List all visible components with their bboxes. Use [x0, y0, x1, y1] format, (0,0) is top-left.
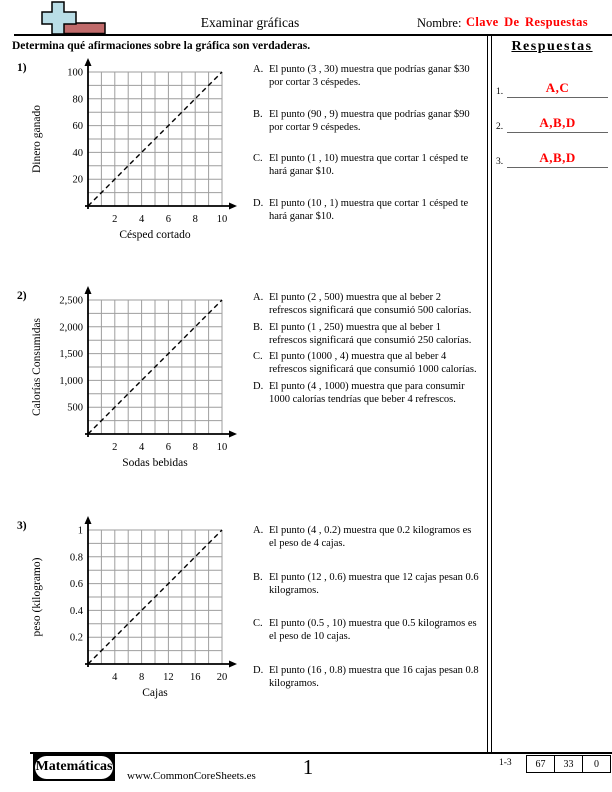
- svg-text:Calorías Consumidas: Calorías Consumidas: [31, 317, 43, 417]
- option-text: El punto (2 , 500) muestra que al beber 2 refrescos significará que consumió 500 calorías.: [269, 292, 472, 317]
- answer-number: 1.: [496, 87, 504, 97]
- option-c: [253, 350, 479, 377]
- options-list-3: [253, 524, 479, 690]
- svg-text:16: 16: [189, 672, 201, 683]
- answer-value: A,B,D: [507, 115, 608, 133]
- option-text: El punto (10 , 1) muestra que cortar 1 césped te hará ganar $10.: [269, 197, 469, 223]
- option-letter: A.: [253, 64, 264, 75]
- options-list-1: [253, 63, 479, 223]
- svg-text:1: 1: [77, 525, 83, 537]
- question-number-1: 1): [17, 62, 27, 74]
- svg-text:10: 10: [216, 214, 228, 225]
- option-letter: D.: [253, 380, 264, 392]
- answers-separator: [487, 36, 492, 753]
- option-d: [253, 197, 479, 224]
- svg-text:0.6: 0.6: [69, 579, 83, 591]
- score-cell: 67: [527, 756, 555, 773]
- option-letter: B.: [253, 571, 263, 583]
- instruction-text: Determina qué afirmaciones sobre la gráfica son verdaderas.: [12, 40, 311, 52]
- score-cell: 33: [555, 756, 583, 773]
- svg-text:0.2: 0.2: [69, 632, 83, 644]
- answer-number: 3.: [496, 157, 504, 167]
- svg-text:20: 20: [216, 672, 228, 683]
- option-text: El punto (1 , 250) muestra que al beber 1 refrescos significará que consumió 250 calorías.: [269, 321, 472, 346]
- option-letter: A.: [253, 525, 264, 536]
- brand-label: Matemáticas: [35, 756, 113, 779]
- problem-3-graph: [26, 516, 266, 708]
- svg-text:2,000: 2,000: [59, 322, 83, 334]
- svg-text:8: 8: [192, 442, 198, 453]
- svg-text:80: 80: [72, 94, 83, 106]
- answer-row-3: [496, 142, 608, 168]
- answer-row-2: [496, 107, 608, 133]
- answer-row-1: [496, 72, 608, 98]
- option-letter: C.: [253, 618, 263, 630]
- option-b: [253, 108, 479, 135]
- svg-text:2,500: 2,500: [59, 295, 83, 307]
- svg-text:2: 2: [112, 442, 118, 453]
- option-c: [253, 152, 479, 179]
- option-text: El punto (4 , 0.2) muestra que 0.2 kilogramos es el peso de 4 cajas.: [269, 525, 472, 550]
- question-number-3: 3): [17, 520, 27, 532]
- option-text: El punto (0.5 , 10) muestra que 0.5 kilogramos es el peso de 10 cajas.: [269, 618, 477, 643]
- option-d: [253, 664, 479, 691]
- svg-text:Sodas bebidas: Sodas bebidas: [122, 457, 188, 469]
- name-value: Clave De Respuestas: [466, 15, 589, 29]
- svg-text:peso (kilogramo): peso (kilogramo): [31, 557, 43, 637]
- svg-text:20: 20: [72, 174, 83, 186]
- answer-value: A,C: [507, 80, 608, 98]
- answer-number: 2.: [496, 122, 504, 132]
- svg-text:1,500: 1,500: [59, 349, 83, 361]
- score-table: [526, 755, 611, 773]
- option-letter: B.: [253, 321, 263, 333]
- svg-text:100: 100: [67, 67, 83, 79]
- option-a: [253, 63, 479, 90]
- brand-badge: [33, 754, 115, 781]
- svg-text:0.4: 0.4: [69, 605, 83, 617]
- option-a: [253, 291, 479, 318]
- svg-text:4: 4: [138, 214, 145, 225]
- option-letter: D.: [253, 664, 264, 676]
- option-text: El punto (12 , 0.6) muestra que 12 cajas pesan 0.6 kilogramos.: [269, 571, 479, 596]
- question-number-2: 2): [17, 290, 27, 302]
- page-title: Examinar gráficas: [200, 15, 300, 30]
- option-text: El punto (16 , 0.8) muestra que 16 cajas pesan 0.8 kilogramos.: [269, 664, 479, 690]
- header-rule: [14, 34, 612, 36]
- options-list-2: [253, 291, 479, 406]
- svg-text:Césped cortado: Césped cortado: [119, 229, 191, 241]
- name-label: Nombre:: [417, 16, 462, 30]
- website-text: www.CommonCoreSheets.es: [127, 770, 256, 782]
- svg-text:1,000: 1,000: [59, 375, 83, 387]
- problem-1-graph: [26, 58, 266, 250]
- svg-text:2: 2: [112, 214, 118, 225]
- commoncoresheets-logo-icon: [38, 1, 110, 35]
- svg-text:10: 10: [216, 442, 228, 453]
- option-text: El punto (1 , 10) muestra que cortar 1 césped te hará ganar $10.: [269, 153, 469, 178]
- svg-text:6: 6: [165, 442, 172, 453]
- footer-rule: [30, 752, 612, 754]
- option-letter: A.: [253, 292, 264, 303]
- svg-text:12: 12: [163, 672, 174, 683]
- svg-text:Dinero ganado: Dinero ganado: [31, 104, 43, 174]
- option-letter: D.: [253, 197, 264, 209]
- problem-2-graph: [26, 286, 266, 478]
- answers-heading: Respuestas: [511, 39, 593, 54]
- svg-text:4: 4: [112, 672, 118, 683]
- svg-text:8: 8: [138, 672, 145, 683]
- option-text: El punto (4 , 1000) muestra que para consumir 1000 calorías tendrías que beber 4 refrescos.: [269, 380, 465, 406]
- option-c: [253, 617, 479, 644]
- page-number: 1: [302, 755, 314, 779]
- option-text: El punto (1000 , 4) muestra que al beber 4 refrescos significará que consumió 1000 calorías.: [269, 351, 477, 376]
- score-range-label: 1-3: [499, 758, 512, 768]
- option-d: [253, 380, 479, 407]
- answer-value: A,B,D: [507, 150, 608, 168]
- option-b: [253, 571, 479, 598]
- svg-text:8: 8: [192, 214, 198, 225]
- option-letter: B.: [253, 108, 263, 120]
- svg-text:40: 40: [72, 147, 83, 159]
- svg-text:500: 500: [67, 402, 83, 414]
- svg-text:Cajas: Cajas: [142, 687, 168, 699]
- option-b: [253, 321, 479, 348]
- option-letter: C.: [253, 351, 263, 363]
- option-text: El punto (90 , 9) muestra que podrías ganar $90 por cortar 9 céspedes.: [269, 108, 470, 133]
- option-letter: C.: [253, 153, 263, 165]
- option-text: El punto (3 , 30) muestra que podrías ganar $30 por cortar 3 céspedes.: [269, 64, 470, 89]
- svg-text:6: 6: [165, 214, 172, 225]
- score-cell: 0: [583, 756, 611, 773]
- option-a: [253, 524, 479, 551]
- svg-text:0.8: 0.8: [69, 552, 83, 564]
- svg-text:60: 60: [72, 121, 83, 133]
- svg-text:4: 4: [138, 442, 145, 453]
